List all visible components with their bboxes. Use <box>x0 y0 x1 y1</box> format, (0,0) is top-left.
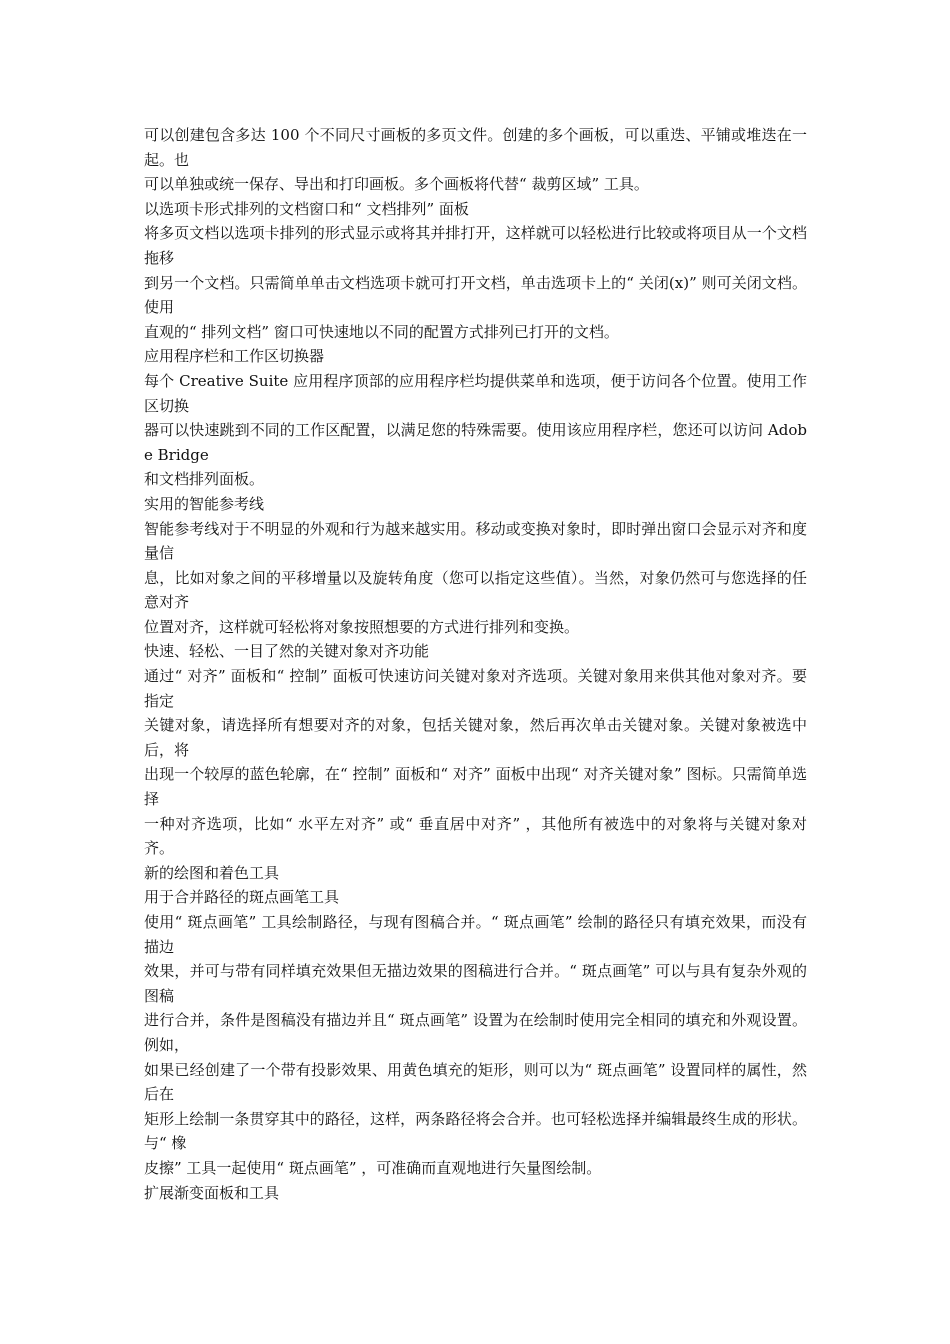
paragraph: 将多页文档以选项卡排列的形式显示或将其并排打开，这样就可以轻松进行比较或将项目从一个文档拖移 <box>144 224 807 267</box>
paragraph: 息，比如对象之间的平移增量以及旋转角度（您可以指定这些值）。当然，对象仍然可与您选择的任意对齐 <box>144 568 807 612</box>
paragraph: 通过“ 对齐” 面板和“ 控制” 面板可快速访问关键对象对齐选项。关键对象用来供其他对象对齐。要指定 <box>144 667 807 710</box>
section-heading: 用于合并路径的斑点画笔工具 <box>144 888 340 907</box>
paragraph: 可以单独或统一保存、导出和打印画板。多个画板将代替“ 裁剪区域” 工具。 <box>144 175 649 194</box>
document-body <box>144 123 807 1205</box>
paragraph: 可以创建包含多达 100 个不同尺寸画板的多页文件。创建的多个画板，可以重迭、平铺或堆迭在一起。也 <box>144 126 807 169</box>
paragraph: 进行合并，条件是图稿没有描边并且“ 斑点画笔” 设置为在绘制时使用完全相同的填充和外观设置。例如， <box>144 1011 807 1054</box>
paragraph: 一种对齐选项，比如“ 水平左对齐” 或“ 垂直居中对齐” ，其他所有被选中的对象将与关键对象对齐。 <box>144 814 807 858</box>
paragraph: 出现一个较厚的蓝色轮廓，在“ 控制” 面板和“ 对齐” 面板中出现“ 对齐关键对象” 图标。只需简单选择 <box>144 765 807 809</box>
section-heading: 新的绘图和着色工具 <box>144 863 280 882</box>
paragraph: 如果已经创建了一个带有投影效果、用黄色填充的矩形，则可以为“ 斑点画笔” 设置同样的属性，然后在 <box>144 1060 807 1104</box>
paragraph: 使用“ 斑点画笔” 工具绘制路径，与现有图稿合并。“ 斑点画笔” 绘制的路径只有填充效果，而没有描边 <box>144 913 807 956</box>
paragraph: 器可以快速跳到不同的工作区配置，以满足您的特殊需要。使用该应用程序栏，您还可以访问 Adobe Bridge <box>144 421 807 464</box>
paragraph: 皮擦” 工具一起使用“ 斑点画笔” ，可准确而直观地进行矢量图绘制。 <box>144 1158 602 1177</box>
paragraph: 直观的“ 排列文档” 窗口可快速地以不同的配置方式排列已打开的文档。 <box>144 322 619 341</box>
paragraph: 位置对齐，这样就可轻松将对象按照想要的方式进行排列和变换。 <box>144 617 580 636</box>
paragraph: 和文档排列面板。 <box>144 470 265 489</box>
section-heading: 扩展渐变面板和工具 <box>144 1183 280 1202</box>
section-heading: 快速、轻松、一目了然的关键对象对齐功能 <box>144 642 430 661</box>
paragraph: 智能参考线对于不明显的外观和行为越来越实用。移动或变换对象时，即时弹出窗口会显示对齐和度量信 <box>144 519 807 563</box>
section-heading: 实用的智能参考线 <box>144 494 265 513</box>
paragraph: 每个 Creative Suite 应用程序顶部的应用程序栏均提供菜单和选项，便于访问各个位置。使用工作区切换 <box>144 371 807 415</box>
paragraph: 关键对象，请选择所有想要对齐的对象，包括关键对象，然后再次单击关键对象。关键对象被选中后，将 <box>144 716 807 759</box>
section-heading: 应用程序栏和工作区切换器 <box>144 347 325 366</box>
paragraph: 到另一个文档。只需简单单击文档选项卡就可打开文档，单击选项卡上的“ 关闭(x)” 则可关闭文档。使用 <box>144 273 807 317</box>
section-heading: 以选项卡形式排列的文档窗口和“ 文档排列” 面板 <box>144 199 469 218</box>
paragraph: 效果，并可与带有同样填充效果但无描边效果的图稿进行合并。“ 斑点画笔” 可以与具有复杂外观的图稿 <box>144 962 807 1005</box>
paragraph: 矩形上绘制一条贯穿其中的路径，这样，两条路径将会合并。也可轻松选择并编辑最终生成的形状。与“ 橡 <box>144 1109 807 1153</box>
